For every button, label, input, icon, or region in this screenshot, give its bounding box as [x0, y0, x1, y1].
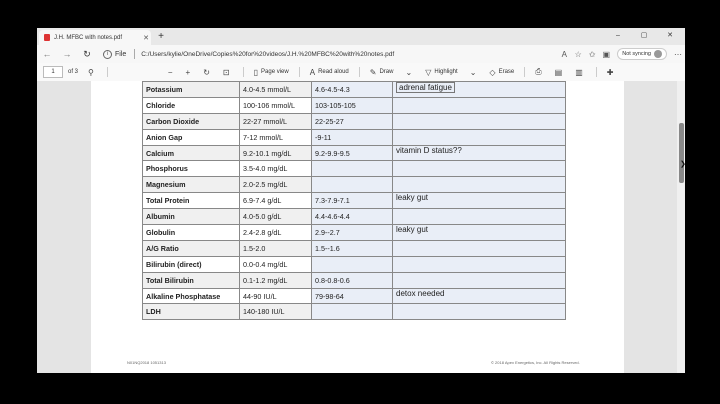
- lab-note: [393, 240, 566, 256]
- lab-value-text: 7.3-7.9-7.1: [315, 196, 350, 206]
- lab-value: [312, 113, 393, 129]
- table-row: [143, 209, 566, 225]
- page-view-icon: ▯: [253, 67, 259, 77]
- lab-range: [240, 82, 312, 98]
- lab-note: [393, 161, 566, 177]
- lab-name-text: A/G Ratio: [146, 243, 179, 253]
- refresh-icon[interactable]: ↻: [83, 48, 91, 59]
- collections-icon[interactable]: ▣: [602, 49, 611, 59]
- more-icon[interactable]: ⋯: [674, 49, 682, 59]
- lab-name-text: Bilirubin (direct): [146, 259, 202, 269]
- lab-name-text: Anion Gap: [146, 132, 183, 142]
- table-row: [143, 129, 566, 145]
- lab-name-text: Carbon Dioxide: [146, 116, 200, 126]
- lab-range: [240, 97, 312, 113]
- table-row: [143, 193, 566, 209]
- lab-name-text: Magnesium: [146, 180, 186, 190]
- chevron-down-icon: ⌄: [469, 67, 477, 77]
- lab-range-text: 44-90 IU/L: [243, 291, 277, 301]
- divider: [359, 67, 360, 77]
- lab-name: [143, 288, 240, 304]
- lab-range-text: 22-27 mmol/L: [243, 116, 287, 126]
- page-view-label: Page view: [261, 69, 289, 75]
- lab-value: [312, 240, 393, 256]
- lab-note: [393, 256, 566, 272]
- close-window-button[interactable]: ✕: [667, 32, 673, 39]
- lab-value-text: 4.4-4.6-4.4: [315, 212, 350, 222]
- close-tab-icon[interactable]: ✕: [143, 34, 149, 42]
- minimize-button[interactable]: –: [616, 32, 620, 39]
- lab-range-text: 2.0-2.5 mg/dL: [243, 180, 288, 190]
- divider: [524, 67, 525, 77]
- lab-range-text: 4.0-5.0 g/dL: [243, 212, 282, 222]
- lab-value-text: 1.5--1.6: [315, 243, 340, 253]
- lab-name: [143, 145, 240, 161]
- lab-note: [393, 288, 566, 304]
- lab-range: [240, 113, 312, 129]
- forward-icon[interactable]: →: [62, 49, 72, 59]
- lab-range-text: 4.0-4.5 mmol/L: [243, 84, 291, 94]
- read-aloud-button[interactable]: [310, 68, 349, 77]
- favorite-icon[interactable]: ☆: [574, 49, 582, 59]
- lab-range: [240, 193, 312, 209]
- lab-name: [143, 240, 240, 256]
- lab-name-text: Total Bilirubin: [146, 275, 194, 285]
- lab-value-text: 22-25-27: [315, 116, 344, 126]
- lab-range-text: 0.1-1.2 mg/dL: [243, 275, 288, 285]
- table-row: [143, 113, 566, 129]
- lab-value: [312, 272, 393, 288]
- page-view-button[interactable]: [254, 68, 289, 77]
- lab-name: [143, 177, 240, 193]
- table-row: [143, 256, 566, 272]
- highlight-icon: ▽: [425, 67, 432, 77]
- pin-toolbar-icon[interactable]: ✚: [606, 67, 614, 77]
- file-label: File: [115, 50, 127, 58]
- lab-value: [312, 256, 393, 272]
- lab-name-text: Calcium: [146, 148, 174, 158]
- lab-name-text: Albumin: [146, 212, 175, 222]
- lab-range: [240, 209, 312, 225]
- lab-range-text: 7-12 mmol/L: [243, 132, 283, 142]
- lab-value-text: 2.9--2.7: [315, 227, 340, 237]
- lab-value: [312, 177, 393, 193]
- lab-range: [240, 177, 312, 193]
- lab-name: [143, 209, 240, 225]
- lab-value-text: 4.6-4.5-4.3: [315, 84, 350, 94]
- lab-range: [240, 288, 312, 304]
- lab-note: [393, 209, 566, 225]
- lab-range-text: 140-180 IU/L: [243, 307, 285, 317]
- lab-range: [240, 145, 312, 161]
- tab-title: J.H. MFBC with notes.pdf: [54, 34, 123, 41]
- lab-name: [143, 193, 240, 209]
- lab-name-text: LDH: [146, 307, 161, 317]
- lab-name: [143, 129, 240, 145]
- lab-results-table: [142, 81, 566, 320]
- lab-range-text: 9.2-10.1 mg/dL: [243, 148, 292, 158]
- erase-label: Erase: [498, 69, 515, 75]
- table-row: [143, 82, 566, 98]
- favorites-bar-icon[interactable]: ✩: [588, 49, 596, 59]
- lab-value: [312, 82, 393, 98]
- lab-range: [240, 240, 312, 256]
- lab-value: [312, 288, 393, 304]
- lab-value: [312, 209, 393, 225]
- footer-copyright: © 2018 Apex Energetics, Inc. All Rights Reserved.: [491, 360, 580, 365]
- lab-name-text: Total Protein: [146, 196, 190, 206]
- table-row: [143, 240, 566, 256]
- rotate-icon[interactable]: ↻: [203, 67, 210, 77]
- divider: [243, 67, 244, 77]
- table-row: [143, 272, 566, 288]
- lab-value: [312, 304, 393, 320]
- highlight-label: Highlight: [434, 69, 458, 75]
- chevron-down-icon: ⌄: [405, 67, 413, 77]
- lab-note-text: vitamin D status??: [396, 145, 462, 155]
- lab-value: [312, 225, 393, 241]
- lab-note-text: adrenal fatigue: [396, 82, 455, 93]
- save-as-icon[interactable]: ▥: [575, 67, 583, 77]
- lab-range-text: 0.0-0.4 mg/dL: [243, 259, 288, 269]
- lab-name: [143, 113, 240, 129]
- lab-range-text: 1.5-2.0: [243, 243, 266, 253]
- lab-name: [143, 97, 240, 113]
- lab-name: [143, 161, 240, 177]
- draw-label: Draw: [379, 69, 394, 75]
- zoom-out-icon[interactable]: −: [167, 67, 173, 77]
- pdf-toolbar: [37, 63, 685, 82]
- lab-note: [393, 193, 566, 209]
- lab-name: [143, 256, 240, 272]
- lab-note-text: detox needed: [396, 288, 445, 298]
- footer-code: N01NQ2018 1051313: [127, 360, 166, 365]
- divider: [107, 67, 108, 77]
- lab-note: [393, 304, 566, 320]
- lab-range-text: 2.4-2.8 g/dL: [243, 227, 282, 237]
- fit-page-icon[interactable]: ⊡: [222, 67, 230, 77]
- draw-icon: ✎: [369, 67, 377, 77]
- lab-name-text: Alkaline Phosphatase: [146, 291, 221, 301]
- search-icon[interactable]: ⚲: [88, 67, 94, 77]
- lab-value: [312, 193, 393, 209]
- lab-name: [143, 225, 240, 241]
- save-icon[interactable]: ▤: [554, 67, 563, 77]
- page-number-input[interactable]: 1: [43, 66, 63, 78]
- lab-name-text: Globulin: [146, 227, 176, 237]
- lab-range: [240, 129, 312, 145]
- sync-label: Not syncing: [622, 51, 651, 57]
- table-row: [143, 145, 566, 161]
- divider: [596, 67, 597, 77]
- tab-strip: [37, 28, 685, 45]
- pdf-page: [91, 81, 624, 373]
- divider: [134, 49, 135, 59]
- lab-value: [312, 145, 393, 161]
- page-count: of 3: [68, 69, 79, 75]
- lab-name-text: Phosphorus: [146, 164, 188, 174]
- lab-name: [143, 272, 240, 288]
- lab-note-text: leaky gut: [396, 225, 429, 235]
- table-row: [143, 177, 566, 193]
- pdf-viewport[interactable]: [37, 81, 685, 373]
- table-row: [143, 304, 566, 320]
- lab-range: [240, 304, 312, 320]
- lab-name: [143, 82, 240, 98]
- highlight-button[interactable]: [425, 68, 479, 77]
- tab-pdf[interactable]: [39, 30, 151, 45]
- address-bar: [37, 45, 685, 63]
- lab-note: [393, 145, 566, 161]
- new-tab-button[interactable]: +: [158, 31, 164, 42]
- read-aloud-icon: A: [309, 67, 316, 77]
- lab-note: [393, 97, 566, 113]
- scrollbar-thumb[interactable]: [679, 123, 684, 183]
- lab-note: [393, 272, 566, 288]
- lab-value-text: 0.8-0.8-0.6: [315, 275, 350, 285]
- table-row: [143, 288, 566, 304]
- lab-range: [240, 161, 312, 177]
- lab-value: [312, 129, 393, 145]
- lab-value-text: 79-98-64: [315, 291, 344, 301]
- lab-name: [143, 304, 240, 320]
- lab-value-text: -9-11: [315, 132, 332, 142]
- lab-value: [312, 97, 393, 113]
- url-field[interactable]: C:/Users/kylie/OneDrive/Copies%20for%20videos/J.H.%20MFBC%20with%20notes.pdf: [141, 50, 395, 58]
- lab-value-text: 103-105-105: [315, 100, 356, 110]
- erase-button[interactable]: [489, 68, 514, 77]
- divider: [299, 67, 300, 77]
- lab-range: [240, 225, 312, 241]
- lab-range: [240, 272, 312, 288]
- lab-range-text: 3.5-4.0 mg/dL: [243, 164, 288, 174]
- back-icon[interactable]: ←: [42, 49, 52, 59]
- lab-note: [393, 82, 566, 98]
- table-row: [143, 161, 566, 177]
- lab-value-text: 9.2-9.9-9.5: [315, 148, 350, 158]
- lab-value: [312, 161, 393, 177]
- zoom-in-icon[interactable]: +: [185, 67, 191, 77]
- read-aloud-label: Read aloud: [318, 69, 349, 75]
- lab-range-text: 100-106 mmol/L: [243, 100, 295, 110]
- lab-range: [240, 256, 312, 272]
- pdf-icon: [44, 34, 50, 41]
- lab-name-text: Potassium: [146, 84, 183, 94]
- maximize-button[interactable]: ▢: [640, 32, 648, 39]
- lab-note: [393, 177, 566, 193]
- read-aloud-icon[interactable]: A: [561, 49, 567, 59]
- info-icon[interactable]: i: [103, 50, 112, 59]
- table-row: [143, 97, 566, 113]
- draw-button[interactable]: [370, 68, 415, 77]
- mouse-cursor-icon: ❯: [680, 161, 686, 168]
- lab-note-text: leaky gut: [396, 193, 429, 203]
- table-row: [143, 225, 566, 241]
- lab-note: [393, 225, 566, 241]
- browser-window: [37, 28, 685, 373]
- lab-note: [393, 129, 566, 145]
- lab-range-text: 6.9-7.4 g/dL: [243, 196, 282, 206]
- sync-button[interactable]: [617, 48, 667, 60]
- lab-note: [393, 113, 566, 129]
- avatar: [654, 50, 662, 58]
- erase-icon: ◇: [489, 67, 496, 77]
- lab-name-text: Chloride: [146, 100, 176, 110]
- print-icon[interactable]: ⎙: [535, 67, 542, 76]
